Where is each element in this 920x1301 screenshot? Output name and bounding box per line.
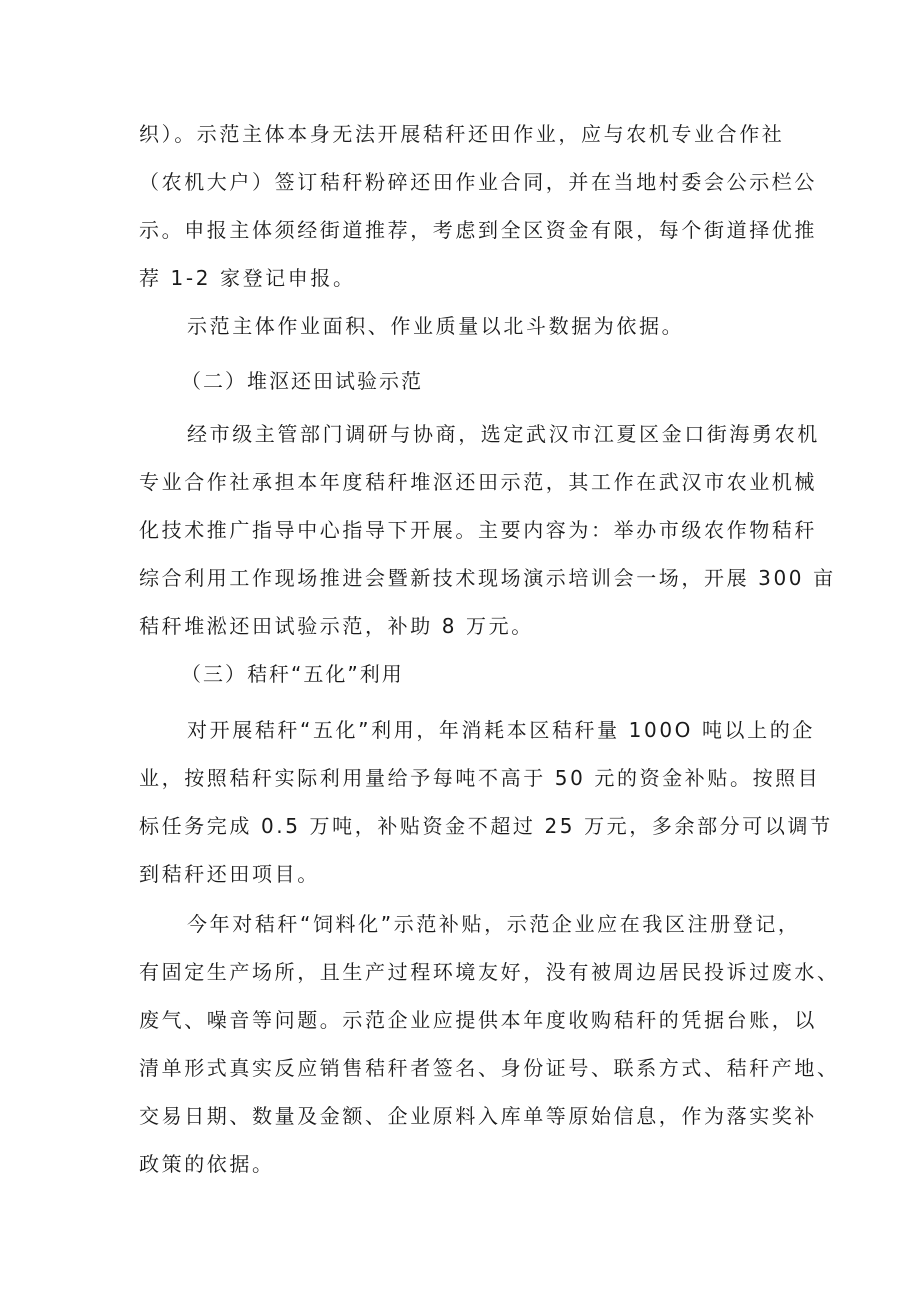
section-heading: （二）堆沤还田试验示范 [181, 369, 423, 393]
text-line: 政策的依据。 [139, 1152, 275, 1176]
heading-2 [139, 357, 795, 405]
paragraph-5 [139, 900, 840, 1188]
section-heading: （三）秸秆“五化”利用 [181, 662, 404, 686]
text-line: 今年对秸秆“饲料化”示范补贴，示范企业应在我区注册登记， [187, 912, 801, 936]
text-line: 化技术推广指导中心指导下开展。主要内容为：举办市级农作物秸秆 [139, 518, 817, 542]
text-line: 荐 1-2 家登记申报。 [139, 266, 356, 290]
text-line: 经市级主管部门调研与协商，选定武汉市江夏区金口街海勇农机 [187, 422, 820, 446]
text-line: 专业合作社承担本年度秸秆堆沤还田示范，其工作在武汉市农业机械 [139, 470, 817, 494]
paragraph-1 [139, 110, 817, 302]
text-line: 示范主体作业面积、作业质量以北斗数据为依据。 [187, 314, 685, 338]
text-line: 示。申报主体须经街道推荐，考虑到全区资金有限，每个街道择优推 [139, 218, 817, 242]
text-line: 秸秆堆淞还田试验示范，补助 8 万元。 [139, 614, 534, 638]
text-line: （农机大户）签订秸秆粉碎还田作业合同，并在当地村委会公示栏公 [139, 170, 817, 194]
paragraph-3 [139, 410, 836, 650]
text-line: 标任务完成 0.5 万吨，补贴资金不超过 25 万元，多余部分可以调节 [139, 814, 833, 838]
text-line: 有固定生产场所，且生产过程环境友好，没有被周边居民投诉过废水、 [139, 960, 840, 984]
paragraph-4 [139, 706, 833, 898]
text-line: 业，按照秸秆实际利用量给予每吨不高于 50 元的资金补贴。按照目 [139, 766, 821, 790]
heading-3 [139, 650, 795, 698]
text-line: 到秸秆还田项目。 [139, 862, 320, 886]
text-line: 交易日期、数量及金额、企业原料入库单等原始信息，作为落实奖补 [139, 1104, 817, 1128]
text-line: 清单形式真实反应销售秸秆者签名、身份证号、联系方式、秸秆产地、 [139, 1056, 840, 1080]
text-line: 废气、噪音等问题。示范企业应提供本年度收购秸秆的凭据台账，以 [139, 1008, 817, 1032]
text-line: 织）。示范主体本身无法开展秸秆还田作业，应与农机专业合作社 [139, 122, 785, 146]
paragraph-2 [139, 302, 795, 350]
text-line: 对开展秸秆“五化”利用，年消耗本区秸秆量 100O 吨以上的企 [187, 718, 815, 742]
text-line: 综合利用工作现场推进会暨新技术现场演示培训会一场，开展 300 亩 [139, 566, 836, 590]
